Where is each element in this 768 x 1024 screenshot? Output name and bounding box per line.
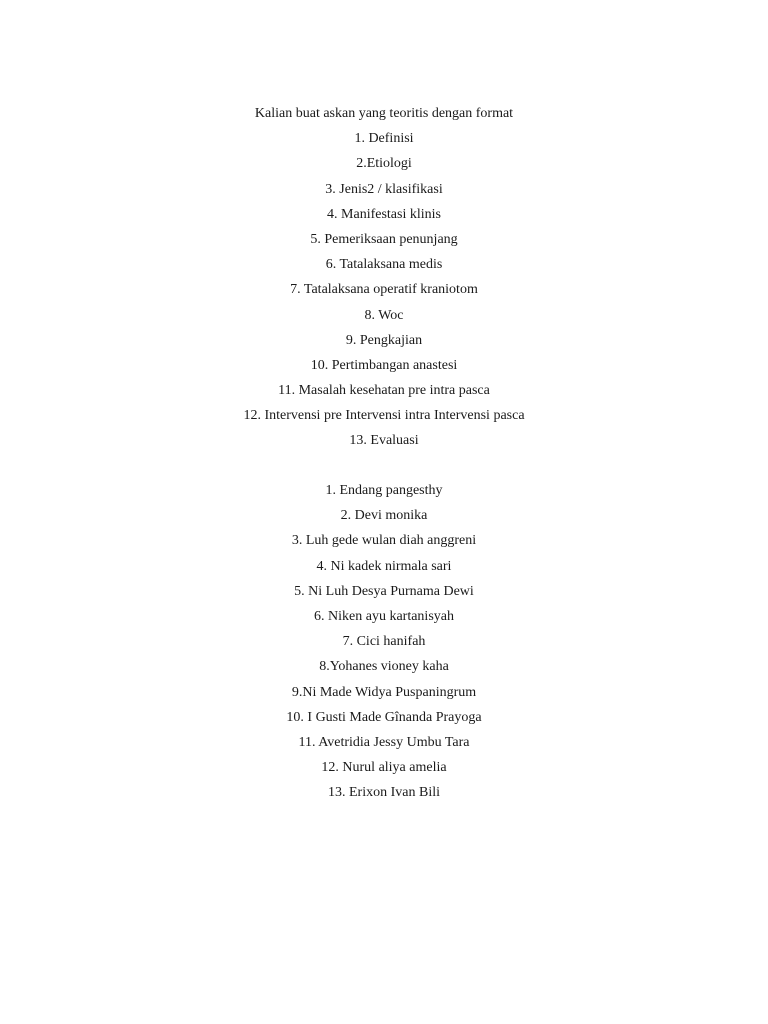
- format-item: 5. Pemeriksaan penunjang: [310, 231, 458, 247]
- format-item: 12. Intervensi pre Intervensi intra Intervensi pasca: [243, 408, 525, 424]
- name-item: 6. Niken ayu kartanisyah: [314, 608, 454, 624]
- format-item: 3. Jenis2 / klasifikasi: [325, 181, 443, 197]
- name-item: 10. I Gusti Made Gînanda Prayoga: [286, 709, 482, 725]
- name-item: 2. Devi monika: [340, 508, 428, 524]
- format-section: [0, 101, 768, 454]
- format-item: 2.Etiologi: [356, 156, 412, 172]
- names-section: [0, 478, 768, 805]
- name-item: 12. Nurul aliya amelia: [321, 760, 447, 776]
- name-item: 8.Yohanes vioney kaha: [319, 659, 449, 675]
- format-item: 13. Evaluasi: [349, 433, 419, 449]
- format-item: 9. Pengkajian: [345, 332, 423, 348]
- format-item: 7. Tatalaksana operatif kraniotom: [290, 282, 478, 298]
- name-item: 4. Ni kadek nirmala sari: [316, 558, 452, 574]
- format-item: 11. Masalah kesehatan pre intra pasca: [278, 383, 490, 399]
- name-item: 13. Erixon Ivan Bili: [328, 785, 440, 801]
- name-item: 3. Luh gede wulan diah anggreni: [291, 533, 477, 549]
- name-item: 7. Cici hanifah: [342, 634, 426, 650]
- format-item: 8. Woc: [364, 307, 404, 323]
- format-item: 6. Tatalaksana medis: [325, 257, 443, 273]
- name-item: 5. Ni Luh Desya Purnama Dewi: [294, 583, 474, 599]
- format-item: 4. Manifestasi klinis: [327, 206, 441, 222]
- name-item: 11. Avetridia Jessy Umbu Tara: [298, 734, 470, 750]
- intro-text: Kalian buat askan yang teoritis dengan format: [254, 106, 514, 121]
- format-item: 1. Definisi: [354, 131, 414, 147]
- format-item: 10. Pertimbangan anastesi: [310, 357, 458, 373]
- name-item: 9.Ni Made Widya Puspaningrum: [291, 684, 477, 700]
- name-item: 1. Endang pangesthy: [325, 483, 443, 498]
